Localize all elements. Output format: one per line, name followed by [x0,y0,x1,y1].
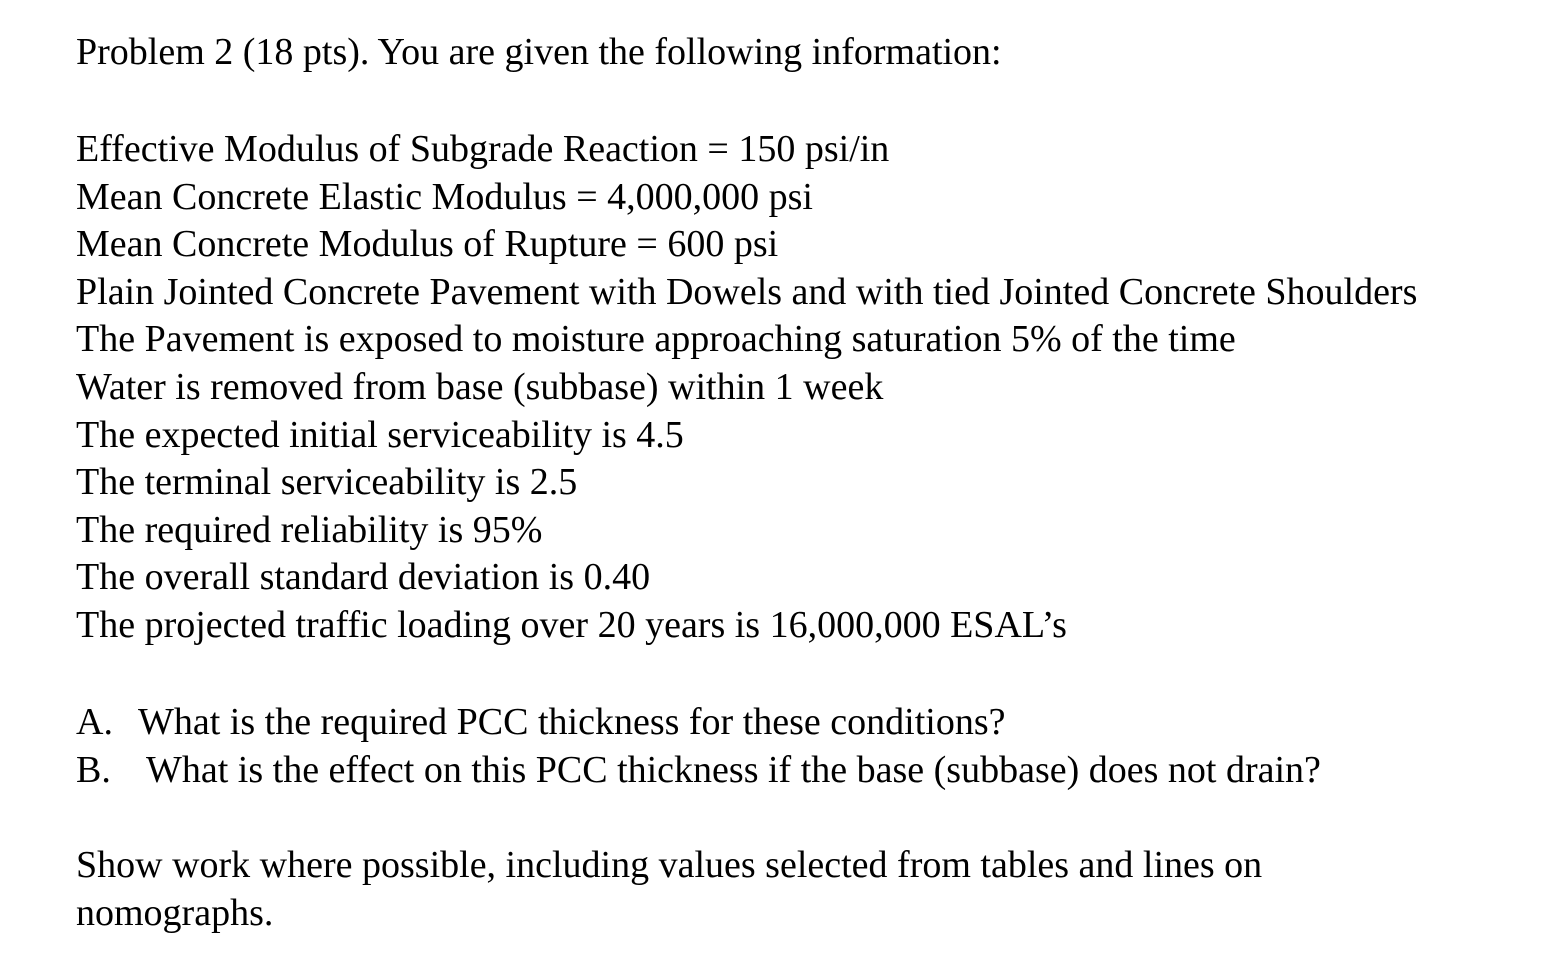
given-drainage-time: Water is removed from base (subbase) within 1 week [76,365,884,408]
question-a-letter: A. [76,701,113,743]
given-subgrade-reaction: Effective Modulus of Subgrade Reaction = 150 psi/in [76,128,890,170]
given-pavement-type: Plain Jointed Concrete Pavement with Dowels and with tied Jointed Concrete Shoulders [76,270,1418,313]
question-b [76,746,1321,794]
instruction-note: Show work where possible, including values selected from tables and lines on nomographs. [76,844,1263,934]
given-reliability: The required reliability is 95% [76,508,543,551]
given-standard-deviation: The overall standard deviation is 0.40 [76,556,651,599]
question-b-letter: B. [76,749,111,791]
given-traffic-loading: The projected traffic loading over 20 years is 16,000,000 ESAL’s [76,603,1067,646]
question-a-text: What is the required PCC thickness for these conditions? [138,701,1006,743]
given-modulus-of-rupture: Mean Concrete Modulus of Rupture = 600 psi [76,223,779,266]
question-list [76,698,1321,794]
given-elastic-modulus: Mean Concrete Elastic Modulus = 4,000,000 psi [76,175,813,218]
question-b-text: What is the effect on this PCC thickness if the base (subbase) does not drain? [146,749,1321,791]
given-initial-serviceability: The expected initial serviceability is 4.5 [76,413,684,456]
question-a [76,698,1321,746]
problem-title: Problem 2 (18 pts). You are given the following information: [76,31,1002,73]
given-moisture-exposure: The Pavement is exposed to moisture approaching saturation 5% of the time [76,318,1236,361]
given-information-list [76,126,1417,650]
given-terminal-serviceability: The terminal serviceability is 2.5 [76,461,578,504]
